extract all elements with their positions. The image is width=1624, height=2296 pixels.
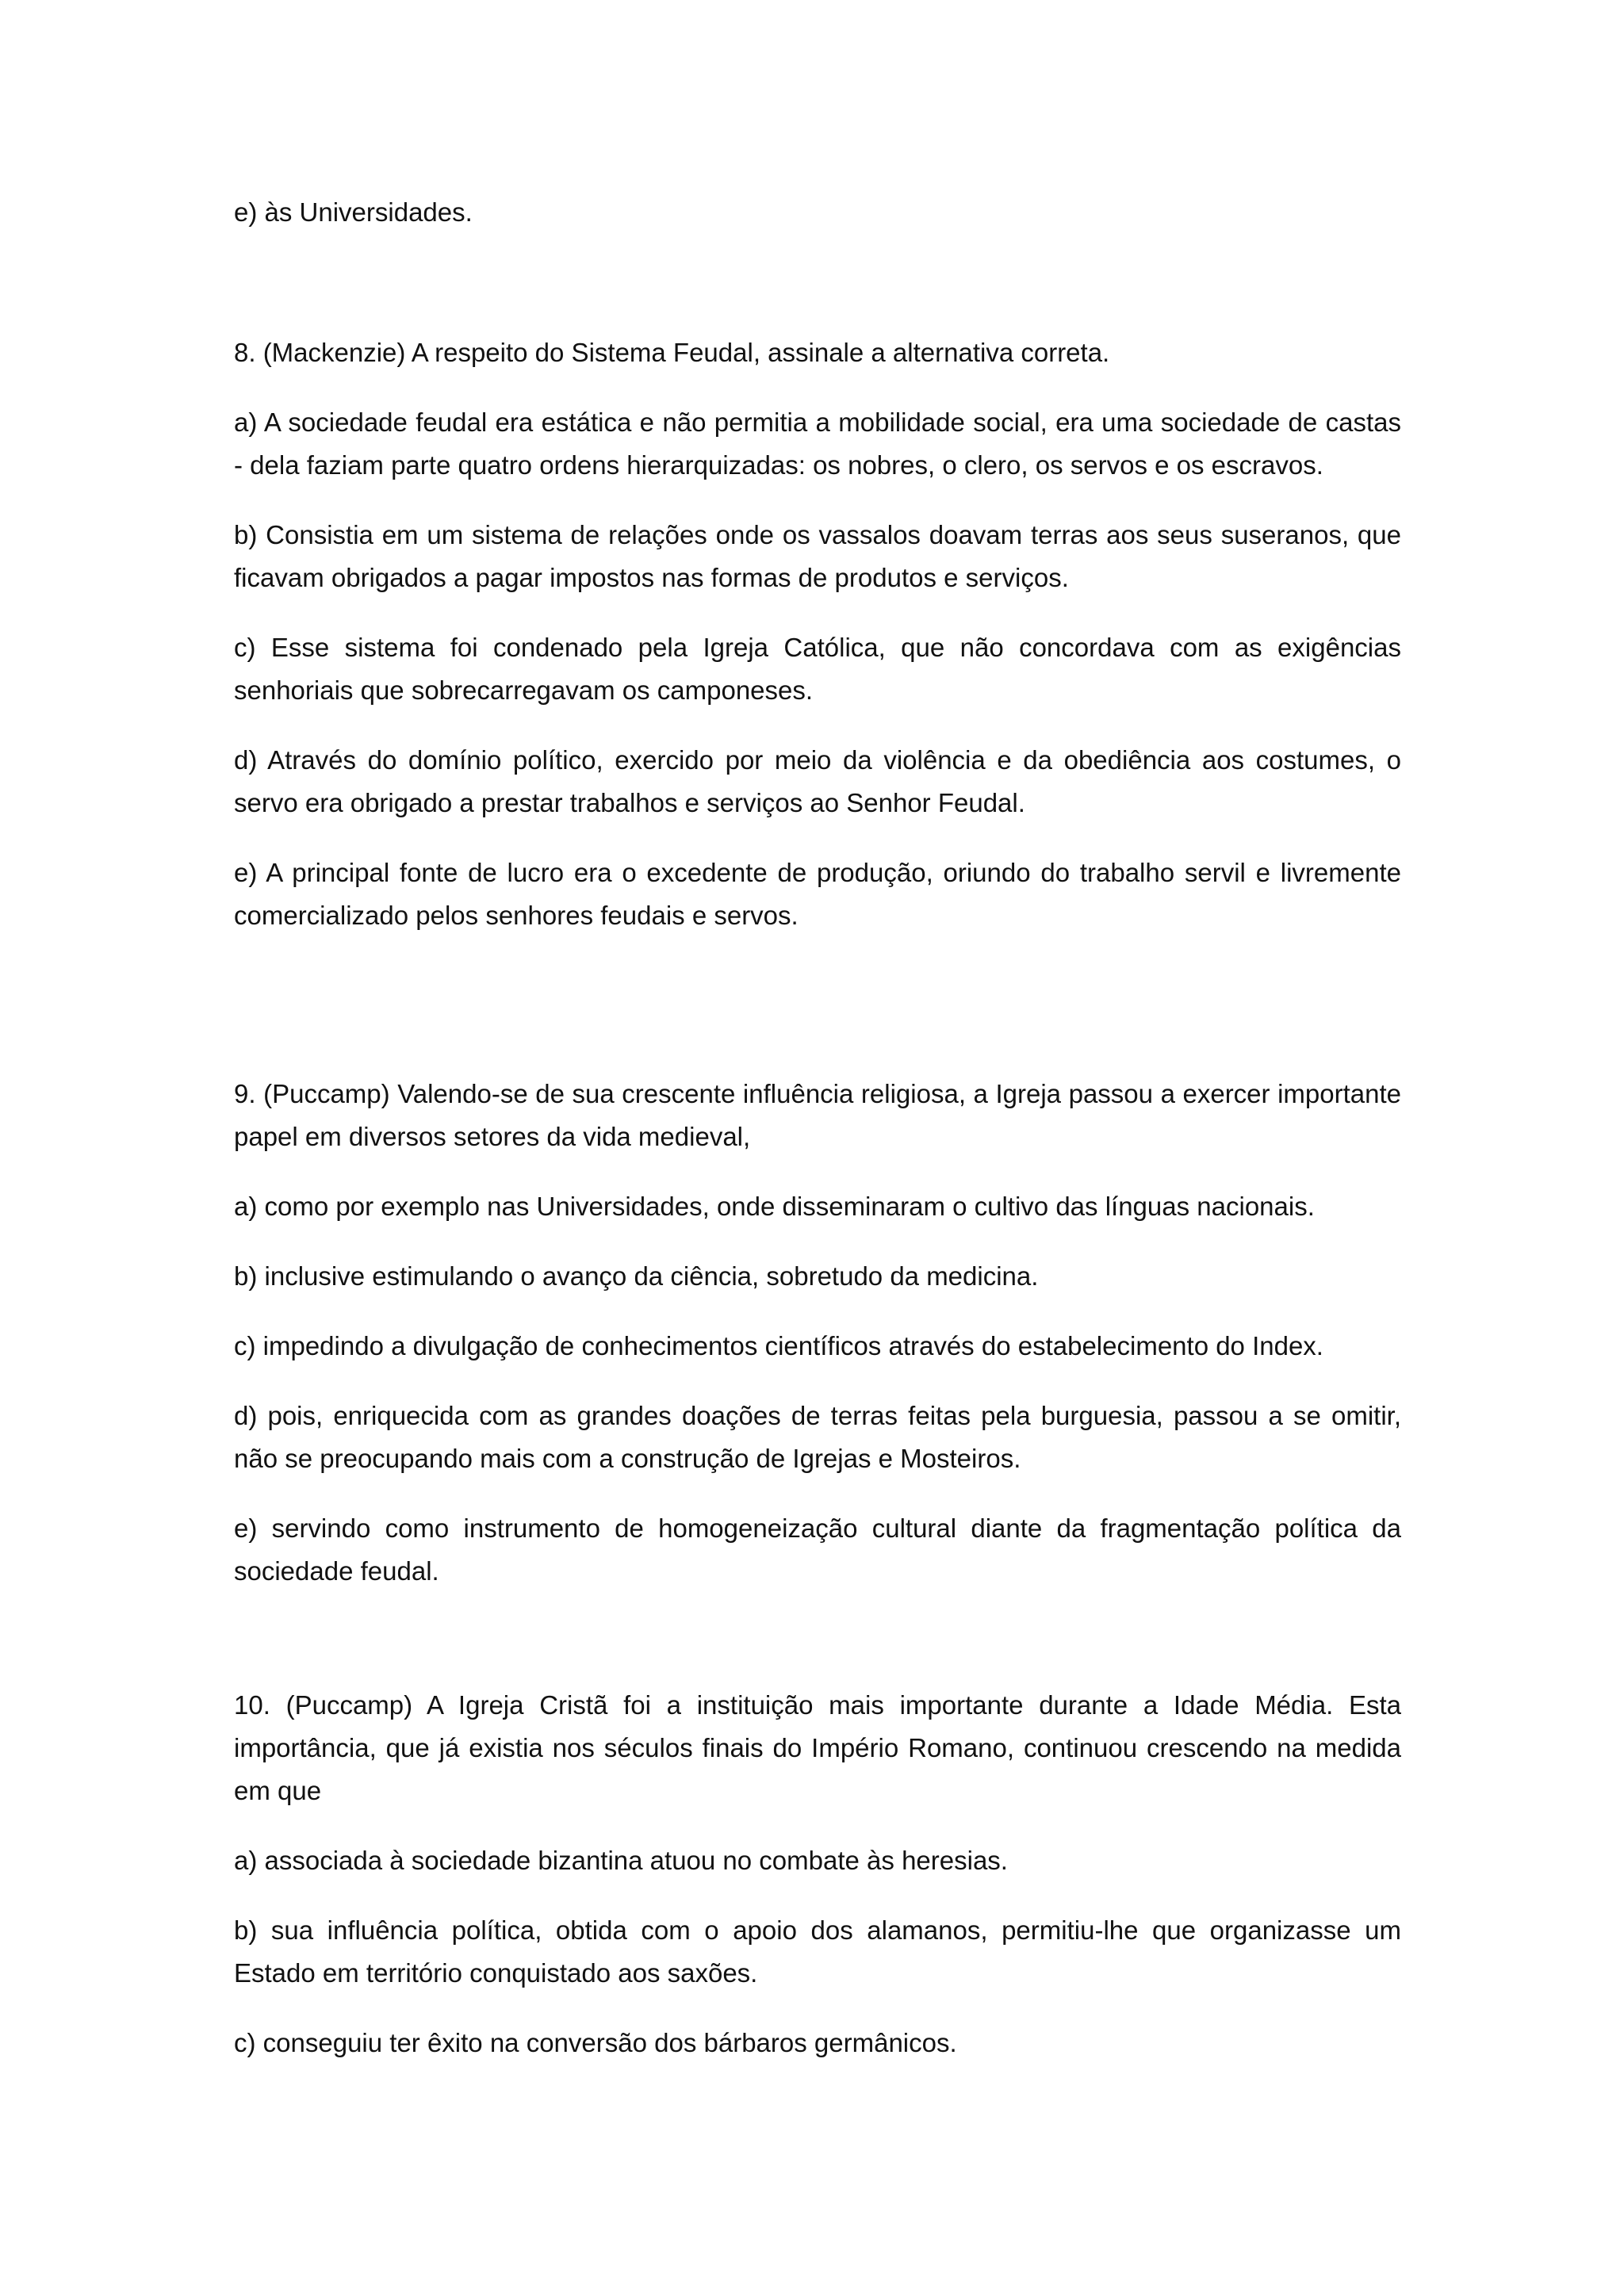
question-stem: 10. (Puccamp) A Igreja Cristã foi a instituição mais importante durante a Idade Média. Esta importância, que já existia nos séculos finais do Império Romano, continuou crescendo na medida em que	[234, 1690, 1401, 1805]
answer-option: d) Através do domínio político, exercido por meio da violência e da obediência aos costumes, o servo era obrigado a prestar trabalhos e serviços ao Senhor Feudal.	[234, 745, 1401, 817]
answer-option: e) servindo como instrumento de homogeneização cultural diante da fragmentação política da sociedade feudal.	[234, 1513, 1401, 1586]
answer-option: a) como por exemplo nas Universidades, onde disseminaram o cultivo das línguas nacionais.	[234, 1192, 1315, 1221]
question-stem: 9. (Puccamp) Valendo-se de sua crescente influência religiosa, a Igreja passou a exercer importante papel em diversos setores da vida medieval,	[234, 1079, 1401, 1151]
answer-option: a) A sociedade feudal era estática e não permitia a mobilidade social, era uma sociedade de castas - dela faziam parte quatro ordens hierarquizadas: os nobres, o clero, os servos e os escravos.	[234, 408, 1401, 480]
question-8	[234, 331, 1401, 964]
answer-option: e) às Universidades.	[234, 197, 473, 227]
question-10	[234, 1684, 1401, 2091]
question-stem: 8. (Mackenzie) A respeito do Sistema Feudal, assinale a alternativa correta.	[234, 338, 1110, 367]
answer-option: e) A principal fonte de lucro era o excedente de produção, oriundo do trabalho servil e livremente comercializado pelos senhores feudais e servos.	[234, 858, 1401, 930]
answer-option: b) inclusive estimulando o avanço da ciência, sobretudo da medicina.	[234, 1261, 1039, 1291]
question-9	[234, 1073, 1401, 1620]
answer-option: b) Consistia em um sistema de relações onde os vassalos doavam terras aos seus suseranos, que ficavam obrigados a pagar impostos nas formas de produtos e serviços.	[234, 520, 1401, 592]
answer-option: c) Esse sistema foi condenado pela Igreja Católica, que não concordava com as exigências senhoriais que sobrecarregavam os camponeses.	[234, 633, 1401, 705]
answer-option: c) conseguiu ter êxito na conversão dos bárbaros germânicos.	[234, 2028, 957, 2057]
answer-option: d) pois, enriquecida com as grandes doações de terras feitas pela burguesia, passou a se omitir, não se preocupando mais com a construção de Igrejas e Mosteiros.	[234, 1401, 1401, 1473]
answer-option: a) associada à sociedade bizantina atuou no combate às heresias.	[234, 1846, 1008, 1875]
answer-option: b) sua influência política, obtida com o apoio dos alamanos, permitiu-lhe que organizasse um Estado em território conquistado aos saxões.	[234, 1915, 1401, 1988]
answer-option: c) impedindo a divulgação de conhecimentos científicos através do estabelecimento do Index.	[234, 1331, 1323, 1360]
